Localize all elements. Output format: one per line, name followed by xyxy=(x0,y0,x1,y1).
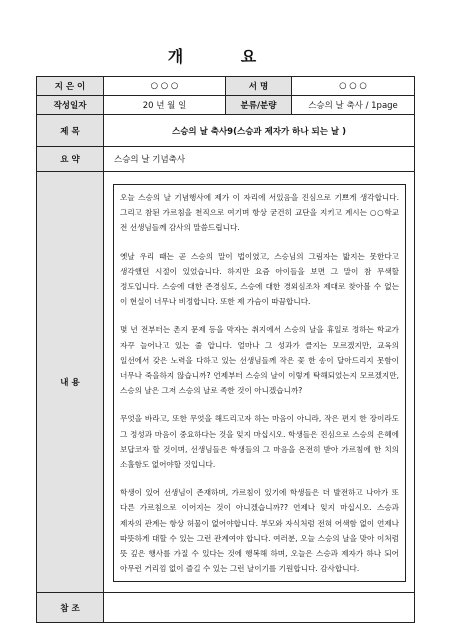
date-value: 20 년 월 일 xyxy=(104,96,226,115)
signature-value: ○ ○ ○ xyxy=(292,77,415,96)
category-label: 분류/분량 xyxy=(226,96,292,115)
content-paragraph: 학생이 있어 선생님이 존재하며, 가르침이 있기에 학생들은 더 발전하고 나아가 또 다른 가르침으로 이어지는 것이 아니겠습니까?? 언제나 잊지 마십시오. 스승과 제자의 관계는 항상 허물이 없어야합니다. 부모와 자식처럼 전혀 어색함 없이 언제나 따뜻하게 대할 수 있는 그런 관계여야 합니다. 여러분, 오늘 스승의 날을 맞아 이처럼 뜻 깊은 행사를 가질 수 있다는 것에 행복해 하며, 오늘은 스승과 제자가 하나 되어 아무런 거리낌 없이 즐길 수 있는 그런 날이기를 기원합니다. 감사합니다. xyxy=(120,488,399,574)
signature-label: 서 명 xyxy=(226,77,292,96)
content-box xyxy=(113,184,406,582)
category-value: 스승의 날 축사 / 1page xyxy=(292,96,415,115)
reference-label: 참 조 xyxy=(37,593,104,623)
date-label: 작성일자 xyxy=(37,96,104,115)
summary-label: 요 약 xyxy=(37,147,104,172)
page-title: 개 요 xyxy=(167,47,283,66)
date-row xyxy=(37,96,415,115)
content-paragraph: 오늘 스승의 날 기념행사에 제가 이 자리에 서있음을 진심으로 기쁘게 생각합니다. 그리고 참된 가르침을 천직으로 여기며 항상 굳건히 교단을 지키고 계시는 ○○학교 전 선생님들께 감사의 말씀드립니다. xyxy=(120,193,399,233)
content-paragraph: 무엇을 바라고, 또한 무엇을 해드리고자 하는 마음이 아니라, 작은 편지 한 장이라도 그 정성과 마음이 중요하다는 것을 잊지 마십시오. 학생들은 진심으로 스승의 은혜에 보답코자 할 것이며, 선생님들은 학생들의 그 마음을 온전히 받아 가르침에 한 치의 소홀함도 없어야할 것입니다. xyxy=(120,414,399,470)
content-row xyxy=(37,172,415,593)
document-form-table xyxy=(36,76,415,623)
reference-row xyxy=(37,593,415,623)
content-label: 내 용 xyxy=(37,172,104,593)
author-value: ○ ○ ○ xyxy=(104,77,226,96)
reference-value xyxy=(104,593,415,623)
subject-row xyxy=(37,115,415,147)
content-cell xyxy=(104,172,415,593)
summary-value: 스승의 날 기념축사 xyxy=(104,147,415,172)
author-row xyxy=(37,77,415,96)
summary-row xyxy=(37,147,415,172)
author-label: 지 은 이 xyxy=(37,77,104,96)
content-paragraph: 옛날 우리 때는 곧 스승의 말이 법이였고, 스승님의 그림자는 밟지는 못한다고 생각했던 시절이 있었습니다. 하지만 요즘 아이들을 보면 그 말이 참 무색할 정도입니다. 스승에 대한 존경심도, 스승에 대한 경외심조차 제대로 찾아볼 수 없는 이 현실이 너무나 비정합니다. 또한 제 가슴이 따끔합니다. xyxy=(120,251,399,307)
subject-value: 스승의 날 축사9(스승과 제자가 하나 되는 날 ) xyxy=(104,115,415,147)
content-paragraph: 몇 년 전부터는 촌지 문제 등을 막자는 취지에서 스승의 날을 휴일로 정하는 학교가 자꾸 늘어나고 있는 줄 압니다. 얼마나 그 성과가 클지는 모르겠지만, 교육의 일선에서 갖은 노력을 다하고 있는 선생님들께 작은 꽃 한 송이 달아드리지 못함이 너무나 죽을하지 않습니까? 언제부터 스승의 날이 이렇게 탁해되었는지 모르겠지만, 스승의 날은 그저 스승의 날로 족한 것이 아니겠습니까? xyxy=(120,325,399,396)
subject-label: 제 목 xyxy=(37,115,104,147)
